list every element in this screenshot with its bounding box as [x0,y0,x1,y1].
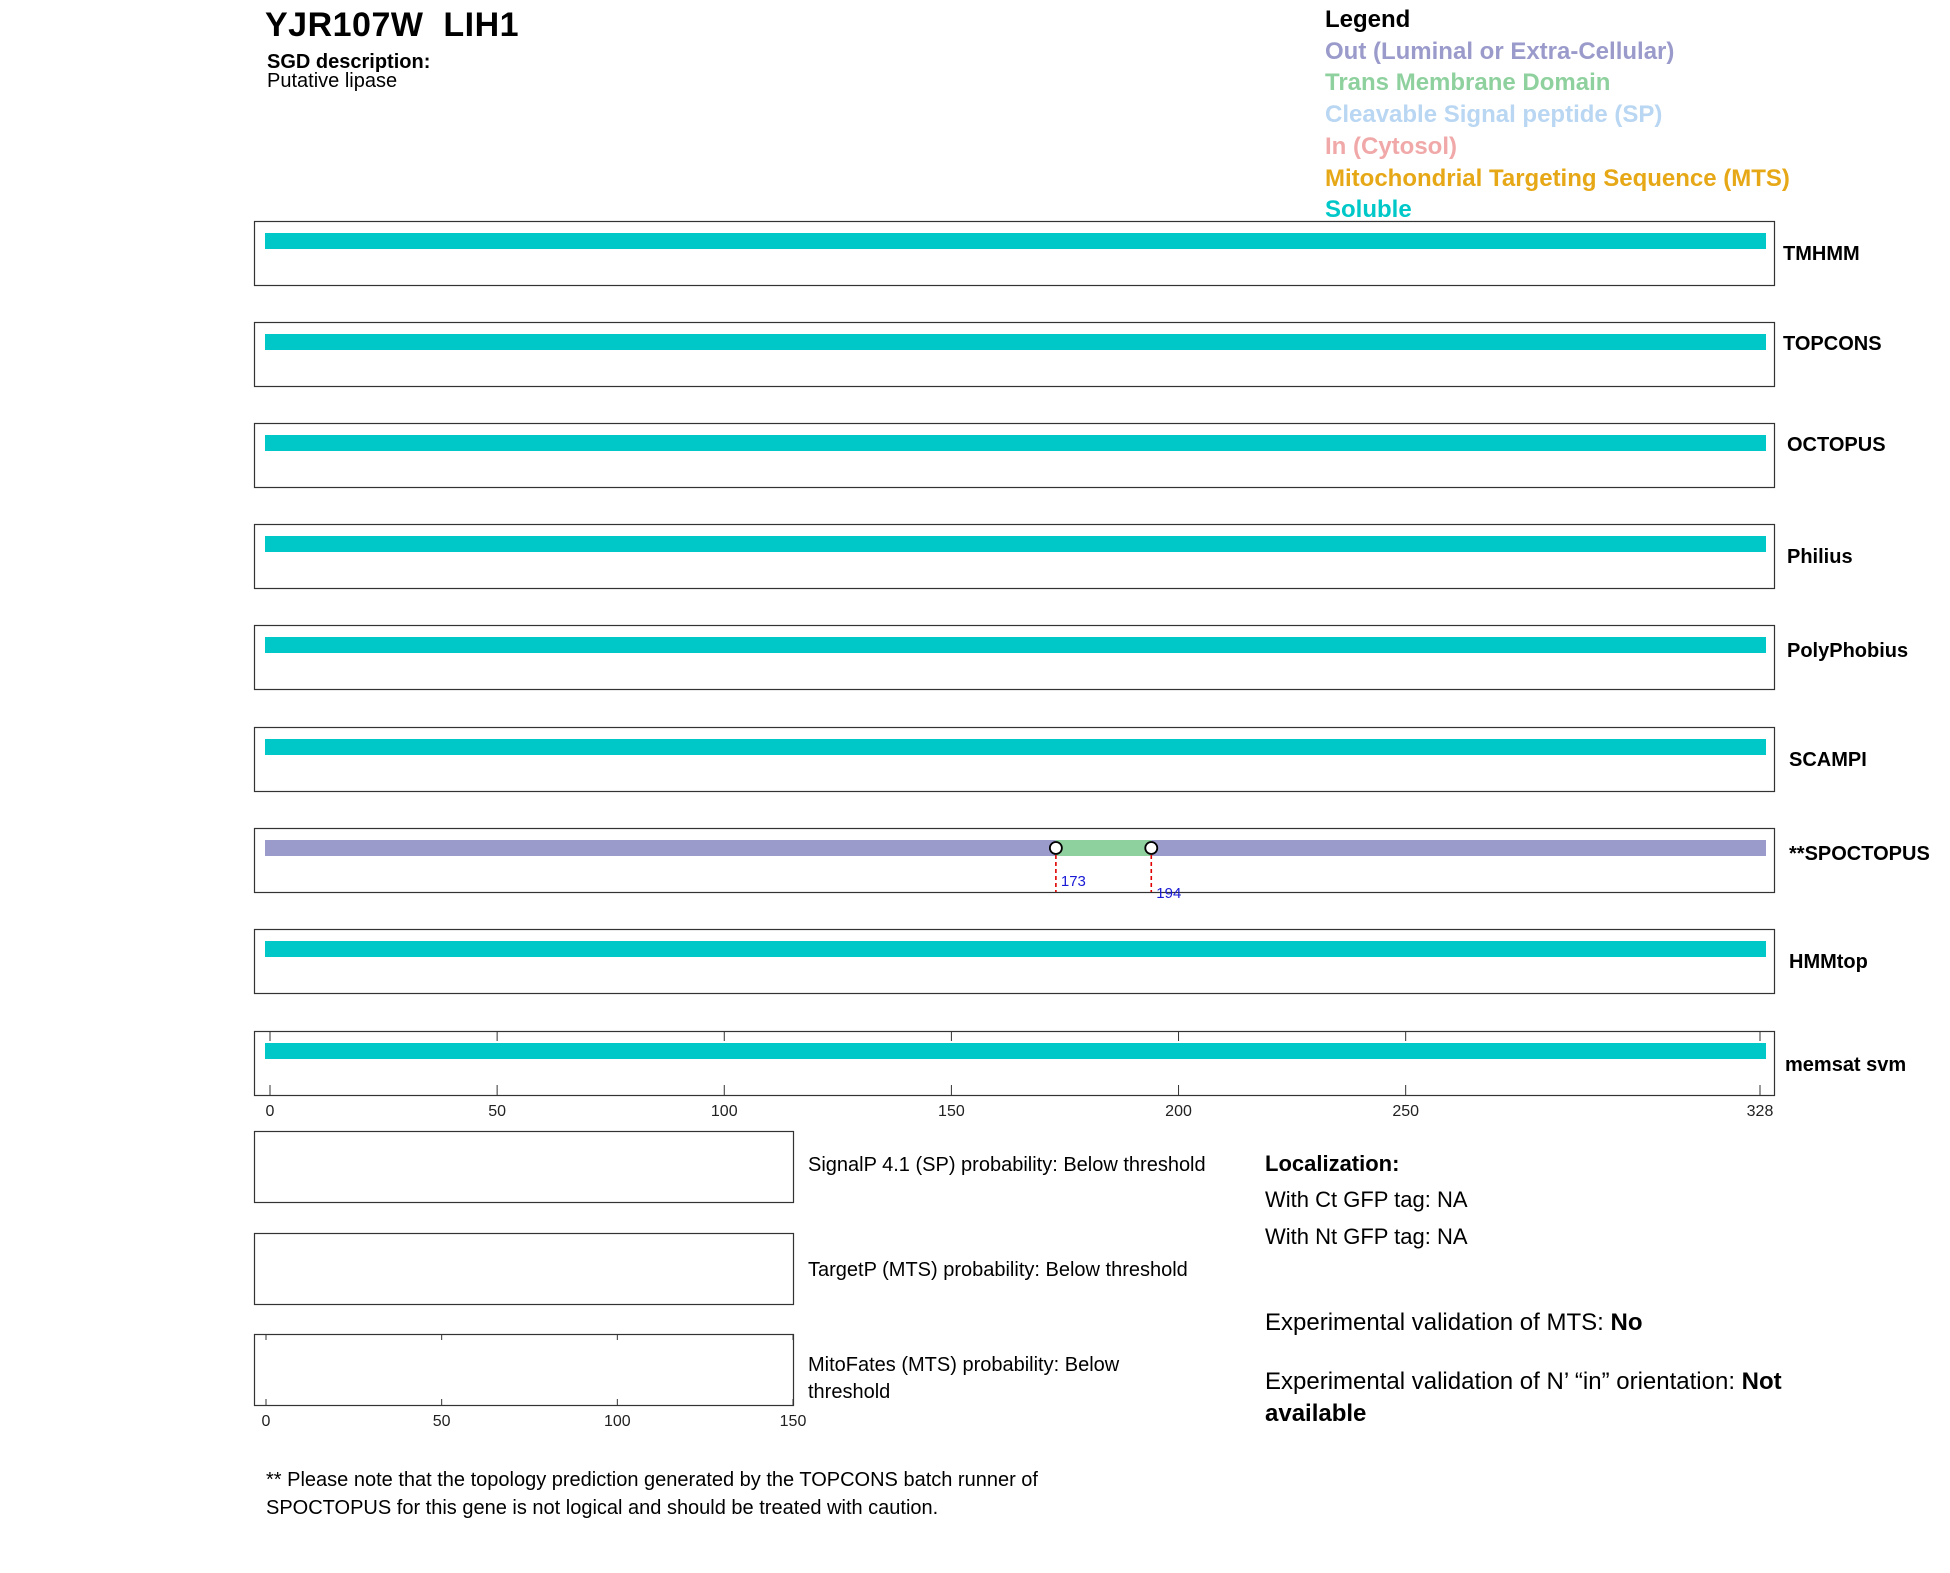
prob-axis-tick-label-2: 100 [603,1413,631,1430]
legend-item-out: Out (Luminal or Extra-Cellular) [1325,37,1675,65]
track-segment-tmhmm-0 [265,233,1766,249]
orientation-validation-label: Experimental validation of N’ “in” orientation: [1265,1368,1742,1395]
prob-axis-tick-label-3: 150 [779,1413,807,1430]
track-segment-polyphobius-0 [265,637,1766,653]
axis-tick-label-5: 250 [1392,1103,1420,1120]
track-label-tmhmm: TMHMM [1783,243,1860,265]
targetp-label: TargetP (MTS) probability: Below threshold [808,1259,1188,1281]
localization-title: Localization: [1265,1151,1400,1176]
mts-validation-label: Experimental validation of MTS: [1265,1309,1611,1336]
probability-panel-0 [255,1132,794,1203]
legend-item-soluble: Soluble [1325,196,1412,224]
orientation-validation [1265,1366,1865,1430]
track-frame-philius [255,525,1775,589]
legend-item-tm: Trans Membrane Domain [1325,69,1611,97]
legend-item-mts: Mitochondrial Targeting Sequence (MTS) [1325,164,1790,192]
mts-validation [1265,1307,1865,1339]
track-label-octopus: OCTOPUS [1787,434,1886,456]
mts-validation-value: No [1610,1309,1643,1336]
boundary-label-0: 173 [1060,873,1086,890]
axis-tick-label-2: 100 [710,1103,738,1120]
boundary-marker-0 [1050,842,1062,854]
legend-item-in: In (Cytosol) [1325,132,1457,160]
prob-axis-tick-label-1: 50 [432,1413,451,1430]
probability-panel-1 [255,1234,794,1305]
track-segment-hmmtop-0 [265,941,1766,957]
description-text: Putative lipase [267,70,398,92]
track-label-topcons: TOPCONS [1783,333,1882,355]
track-label-scampi: SCAMPI [1789,749,1867,771]
mitofates-label-line1: MitoFates (MTS) probability: Below [808,1354,1120,1376]
track-segment-octopus-0 [265,435,1766,451]
track-label-philius: Philius [1787,546,1853,568]
axis-tick-label-6: 328 [1746,1103,1774,1120]
axis-tick-label-4: 200 [1165,1103,1192,1120]
gene-name: LIH1 [443,6,520,44]
ct-gfp-status: With Ct GFP tag: NA [1265,1187,1468,1212]
track-frame-memsatsvm [255,1032,1775,1096]
track-frame-topcons [255,323,1775,387]
boundary-label-1: 194 [1156,885,1182,902]
mitofates-label-line2: threshold [808,1381,891,1403]
track-segment-topcons-0 [265,334,1766,350]
track-frame-scampi [255,728,1775,792]
track-frame-octopus [255,424,1775,488]
legend-item-sp: Cleavable Signal peptide (SP) [1325,101,1663,129]
track-segment-scampi-0 [265,739,1766,755]
track-label-polyphobius: PolyPhobius [1787,640,1909,662]
orientation-validation-value: Not available [1265,1368,1782,1427]
track-label-memsat: memsat svm [1785,1054,1907,1076]
prob-axis-tick-label-0: 0 [261,1413,271,1430]
track-label-spoctopus: **SPOCTOPUS [1789,843,1930,865]
axis-tick-label-0: 0 [265,1103,275,1120]
track-frame-polyphobius [255,626,1775,690]
axis-tick-label-1: 50 [488,1103,507,1120]
axis-tick-label-3: 150 [938,1103,965,1120]
legend-title: Legend [1325,6,1411,33]
footnote-line2: SPOCTOPUS for this gene is not logical and should be treated with caution. [266,1497,939,1519]
footnote-line1: ** Please note that the topology prediction generated by the TOPCONS batch runner of [266,1469,1038,1491]
description-heading: SGD description: [267,51,431,73]
track-segment-philius-0 [265,536,1766,552]
track-segment-spoctopus-2 [1151,840,1766,856]
track-segment-spoctopus-0 [265,840,1056,856]
signalp-label: SignalP 4.1 (SP) probability: Below threshold [808,1154,1206,1176]
nt-gfp-status: With Nt GFP tag: NA [1265,1224,1468,1249]
gene-id: YJR107W [265,6,424,44]
boundary-marker-1 [1145,842,1157,854]
track-frame-hmmtop [255,930,1775,994]
probability-panel-2 [255,1335,794,1406]
footnote [266,1466,1038,1522]
track-label-hmmtop: HMMtop [1789,951,1868,973]
track-segment-memsatsvm-0 [265,1043,1766,1059]
track-frame-tmhmm [255,222,1775,286]
track-segment-spoctopus-1 [1056,840,1151,856]
track-frame-spoctopus [255,829,1775,893]
